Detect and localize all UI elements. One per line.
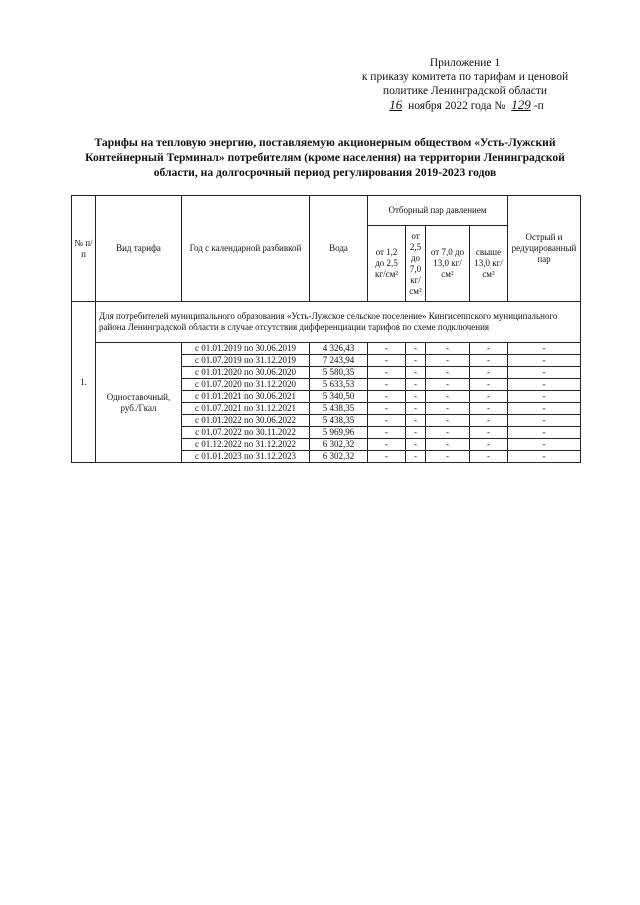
sharp-steam-value: -	[508, 391, 581, 403]
pressure-1-value: -	[368, 379, 406, 391]
water-value: 5 438,35	[310, 403, 368, 415]
sharp-steam-value: -	[508, 415, 581, 427]
header-pressure-3: от 7,0 до 13,0 кг/см²	[426, 226, 470, 302]
pressure-2-value: -	[406, 439, 426, 451]
table-row	[72, 343, 581, 355]
pressure-2-value: -	[406, 367, 426, 379]
period-cell: с 01.01.2022 по 30.06.2022	[182, 415, 310, 427]
pressure-3-value: -	[426, 391, 470, 403]
pressure-3-value: -	[426, 379, 470, 391]
sharp-steam-value: -	[508, 403, 581, 415]
pressure-4-value: -	[470, 343, 508, 355]
header-year: Год с календарной разбивкой	[182, 196, 310, 302]
pressure-3-value: -	[426, 367, 470, 379]
water-value: 5 633,53	[310, 379, 368, 391]
pressure-1-value: -	[368, 343, 406, 355]
header-steam-group: Отборный пар давлением	[368, 196, 508, 226]
pressure-1-value: -	[368, 439, 406, 451]
period-cell: с 01.01.2023 по 31.12.2023	[182, 451, 310, 463]
pressure-4-value: -	[470, 415, 508, 427]
water-value: 6 302,32	[310, 451, 368, 463]
pressure-1-value: -	[368, 403, 406, 415]
sharp-steam-value: -	[508, 451, 581, 463]
period-cell: с 01.07.2022 по 30.11.2022	[182, 427, 310, 439]
title-line-3: области, на долгосрочный период регулирования 2019-2023 годов	[153, 166, 497, 179]
sharp-steam-value: -	[508, 439, 581, 451]
pressure-4-value: -	[470, 391, 508, 403]
water-value: 5 969,96	[310, 427, 368, 439]
header-pressure-4: свыше 13,0 кг/см²	[470, 226, 508, 302]
pressure-4-value: -	[470, 355, 508, 367]
water-value: 5 340,50	[310, 391, 368, 403]
pressure-4-value: -	[470, 379, 508, 391]
period-cell: с 01.12.2022 по 31.12.2022	[182, 439, 310, 451]
pressure-3-value: -	[426, 355, 470, 367]
pressure-2-value: -	[406, 343, 426, 355]
pressure-2-value: -	[406, 415, 426, 427]
pressure-3-value: -	[426, 451, 470, 463]
row-number: 1.	[72, 302, 96, 463]
pressure-4-value: -	[470, 451, 508, 463]
header-pressure-1: от 1,2 до 2,5 кг/см²	[368, 226, 406, 302]
consumer-group-description: Для потребителей муниципального образования «Усть-Лужское сельское поселение» Кингисеппского муниципального района Ленинградской области в случае отсутствия дифференциации тарифов по схеме подключения	[96, 302, 581, 343]
pressure-2-value: -	[406, 391, 426, 403]
water-value: 5 438,35	[310, 415, 368, 427]
pressure-4-value: -	[470, 367, 508, 379]
title-line-2: Контейнерный Терминал» потребителям (кроме населения) на территории Ленинградской	[85, 151, 565, 164]
appendix-date-text: ноября 2022 года №	[408, 100, 506, 112]
pressure-1-value: -	[368, 415, 406, 427]
title-line-1: Тарифы на тепловую энергию, поставляемую акционерным обществом «Усть-Лужский	[94, 136, 556, 149]
pressure-3-value: -	[426, 403, 470, 415]
pressure-2-value: -	[406, 355, 426, 367]
tariff-name: Одноставочный, руб./Гкал	[96, 343, 182, 463]
pressure-4-value: -	[470, 427, 508, 439]
header-pressure-2: от 2,5 до 7,0 кг/см²	[406, 226, 426, 302]
water-value: 7 243,94	[310, 355, 368, 367]
header-water: Вода	[310, 196, 368, 302]
pressure-2-value: -	[406, 427, 426, 439]
handwritten-number: 129	[511, 97, 531, 112]
water-value: 4 326,43	[310, 343, 368, 355]
pressure-2-value: -	[406, 379, 426, 391]
appendix-number-suffix: -п	[533, 100, 544, 112]
header-tariff-type: Вид тарифа	[96, 196, 182, 302]
pressure-1-value: -	[368, 427, 406, 439]
appendix-title: Приложение 1	[429, 57, 501, 69]
tariff-table	[71, 195, 581, 463]
appendix-date-line	[340, 98, 590, 113]
handwritten-day: 16	[389, 97, 403, 112]
water-value: 5 580,35	[310, 367, 368, 379]
sharp-steam-value: -	[508, 427, 581, 439]
pressure-1-value: -	[368, 355, 406, 367]
period-cell: с 01.01.2020 по 30.06.2020	[182, 367, 310, 379]
period-cell: с 01.07.2020 по 31.12.2020	[182, 379, 310, 391]
sharp-steam-value: -	[508, 367, 581, 379]
pressure-1-value: -	[368, 391, 406, 403]
water-value: 6 302,32	[310, 439, 368, 451]
header-sharp-steam: Острый и редуцированный пар	[508, 196, 581, 302]
period-cell: с 01.07.2019 по 31.12.2019	[182, 355, 310, 367]
pressure-4-value: -	[470, 439, 508, 451]
pressure-3-value: -	[426, 415, 470, 427]
appendix-block	[340, 56, 590, 113]
period-cell: с 01.07.2021 по 31.12.2021	[182, 403, 310, 415]
period-cell: с 01.01.2021 по 30.06.2021	[182, 391, 310, 403]
pressure-3-value: -	[426, 427, 470, 439]
appendix-committee-line: политике Ленинградской области	[382, 85, 548, 97]
appendix-order-line: к приказу комитета по тарифам и ценовой	[361, 71, 569, 83]
sharp-steam-value: -	[508, 379, 581, 391]
sharp-steam-value: -	[508, 355, 581, 367]
period-cell: с 01.01.2019 по 30.06.2019	[182, 343, 310, 355]
pressure-4-value: -	[470, 403, 508, 415]
pressure-1-value: -	[368, 451, 406, 463]
pressure-2-value: -	[406, 451, 426, 463]
document-title	[70, 135, 580, 180]
pressure-1-value: -	[368, 367, 406, 379]
pressure-2-value: -	[406, 403, 426, 415]
header-num: № п/п	[72, 196, 96, 302]
pressure-3-value: -	[426, 439, 470, 451]
pressure-3-value: -	[426, 343, 470, 355]
sharp-steam-value: -	[508, 343, 581, 355]
